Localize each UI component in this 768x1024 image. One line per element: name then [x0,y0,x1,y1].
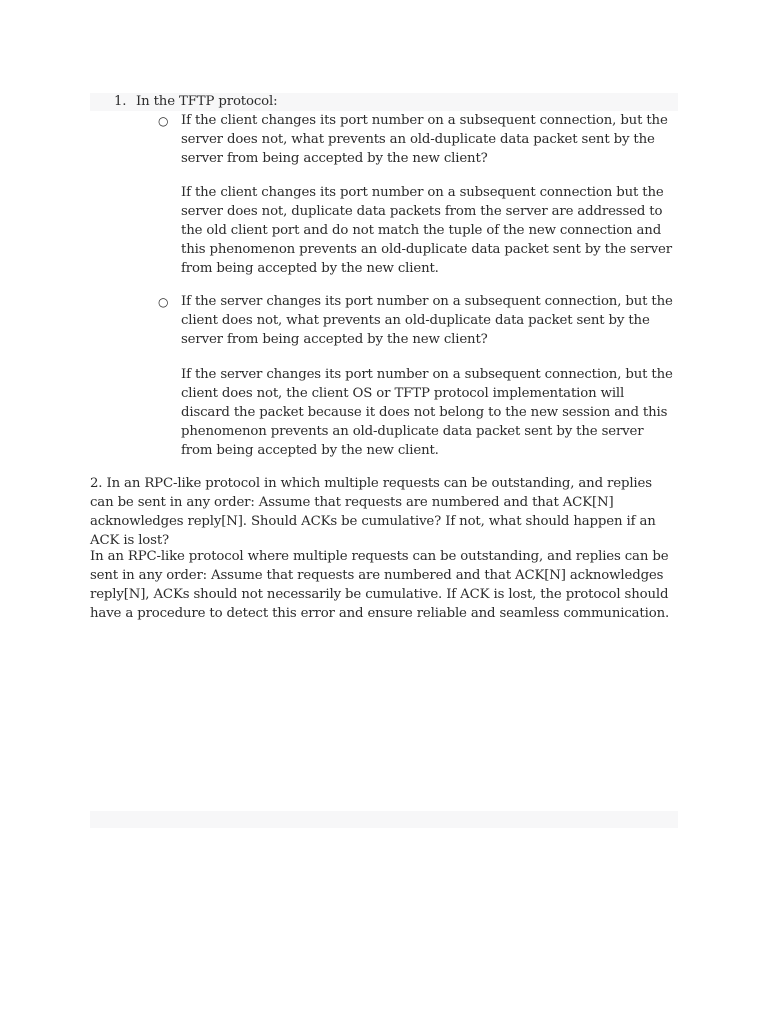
sub-question-2: If the server changes its port number on a subsequent connection, but the client does not, what prevents an old-duplicate data packet sent by the server from being accepted by the new client? [181,294,673,347]
question-1-heading [114,93,674,112]
answer-2: In an RPC-like protocol where multiple requests can be outstanding, and replies can be sent in any order: Assume that requests are numbered and that ACK[N] acknowledges reply[N], ACKs should not necessarily be cumulative. If ACK is lost, the protocol should have a procedure to detect this error and ensure reliable and seamless communication. [90,549,670,621]
question-2: 2. In an RPC-like protocol in which multiple requests can be outstanding, and replies can be sent in any order: Assume that requests are numbered and that ACK[N] acknowledges reply[N]. Should ACKs be cumulative? If not, what should happen if an ACK is lost? [90,476,656,548]
sub-answer-1: If the client changes its port number on a subsequent connection but the server does not, duplicate data packets from the server are addressed to the old client port and do not match the tuple of the new connection and this phenomenon prevents an old-duplicate data packet sent by the server from being accepted by the new client. [181,185,672,276]
sub-answer-2: If the server changes its port number on a subsequent connection, but the client does not, the client OS or TFTP protocol implementation will discard the packet because it does not belong to the new session and this phenomenon prevents an old-duplicate data packet sent by the server from being accepted by the new client. [181,367,673,458]
sub-question-1: If the client changes its port number on a subsequent connection, but the server does not, what prevents an old-duplicate data packet sent by the server from being accepted by the new client? [181,113,668,166]
highlight-band-bottom [90,811,678,828]
list-number: 1. [114,94,127,109]
hollow-circle-bullet-icon: ○ [158,114,169,128]
hollow-circle-bullet-icon: ○ [158,295,169,309]
question-1-title: In the TFTP protocol: [136,94,278,109]
